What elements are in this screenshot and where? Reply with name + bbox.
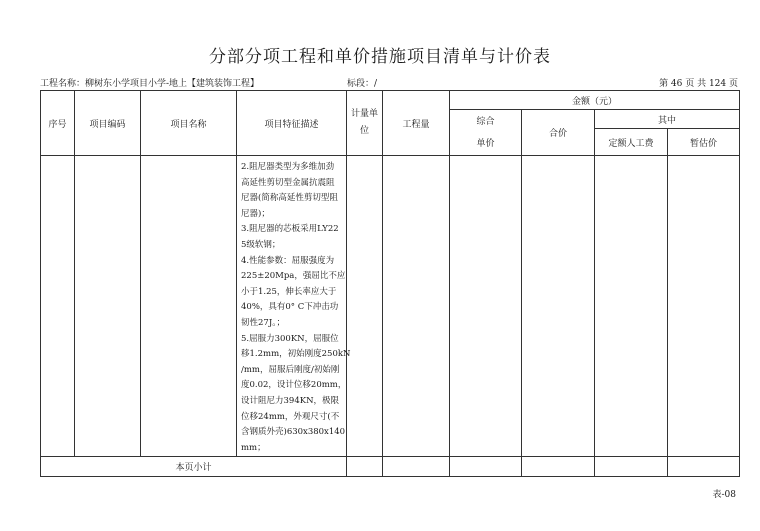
description-line: 度0.02，设计位移20mm， [241,380,347,391]
header-seq: 序号 [41,91,75,156]
description-line: mm； [241,442,266,453]
header-unit-price [450,110,522,156]
header-labor: 定额人工费 [595,129,668,156]
header-quantity: 工程量 [383,91,450,156]
description-line: 高延性剪切型金属抗震阻 [241,177,335,188]
description-line: 40%，具有0° C下冲击功 [241,302,339,313]
page-number: 第 46 页 共 124 页 [659,79,738,89]
header-unit-price-line2: 单价 [476,138,495,149]
project-name: 工程名称：柳树东小学项目小学-地上【建筑装饰工程】 [40,79,260,89]
subtotal-unit-price [450,457,522,477]
cell-provisional [668,156,740,457]
page-title: 分部分项工程和单价措施项目清单与计价表 [209,47,551,67]
header-features: 项目特征描述 [237,91,347,156]
form-code: 表-08 [712,490,736,500]
cell-unit-price [450,156,522,457]
cell-labor [595,156,668,457]
cell-code [75,156,141,457]
subtotal-quantity [383,457,450,477]
description-line: 4.性能参数：屈服强度为 [241,255,335,266]
table-row [41,156,740,457]
header-total: 合价 [522,110,595,156]
feature-description [237,156,351,456]
subtotal-total [522,457,595,477]
cell-unit [347,156,383,457]
description-line: 设计阻尼力394KN，极限 [241,395,340,406]
cell-quantity [383,156,450,457]
header-name: 项目名称 [141,91,237,156]
header-provisional: 暂估价 [668,129,740,156]
header-code: 项目编码 [75,91,141,156]
subtotal-provisional [668,457,740,477]
header-unit-line2: 位 [359,126,369,136]
section-label: 标段：/ [347,79,378,89]
subtotal-unit [347,457,383,477]
subtotal-label: 本页小计 [41,457,347,477]
description-line: /mm，屈服后刚度/初始刚 [241,364,340,375]
subtotal-row [41,457,740,477]
header-unit-line1: 计量单 [350,109,378,119]
description-line: 2.阻尼器类型为多维加劲 [241,162,335,172]
description-line: 3.阻尼器的芯板采用LY22 [241,224,339,235]
header-unit [347,91,383,156]
description-line: 韧性27J。； [241,317,285,328]
description-line: 小于1.25，伸长率应大于 [241,286,337,297]
header-among: 其中 [595,110,740,129]
header-unit-price-line1: 综合 [476,116,495,127]
cell-total [522,156,595,457]
description-line: 225±20Mpa，强屈比不应 [241,271,346,282]
description-line: 尼器(简称高延性剪切型阻 [241,193,338,204]
description-line: 移1.2mm，初始刚度250kN [241,349,351,360]
header-amount: 金额（元） [450,91,740,110]
description-line: 位移24mm，外观尺寸(不 [241,411,340,422]
pricing-table [40,90,740,477]
cell-name [141,156,237,457]
description-line: 5.屈服力300KN，屈服位 [241,333,339,344]
description-line: 尼器)； [241,208,270,219]
cell-features [237,156,351,457]
subtotal-labor [595,457,668,477]
cell-seq [41,156,75,457]
description-line: 5级软钢； [241,239,281,250]
description-line: 含钢质外壳)630x380x140 [241,427,346,438]
